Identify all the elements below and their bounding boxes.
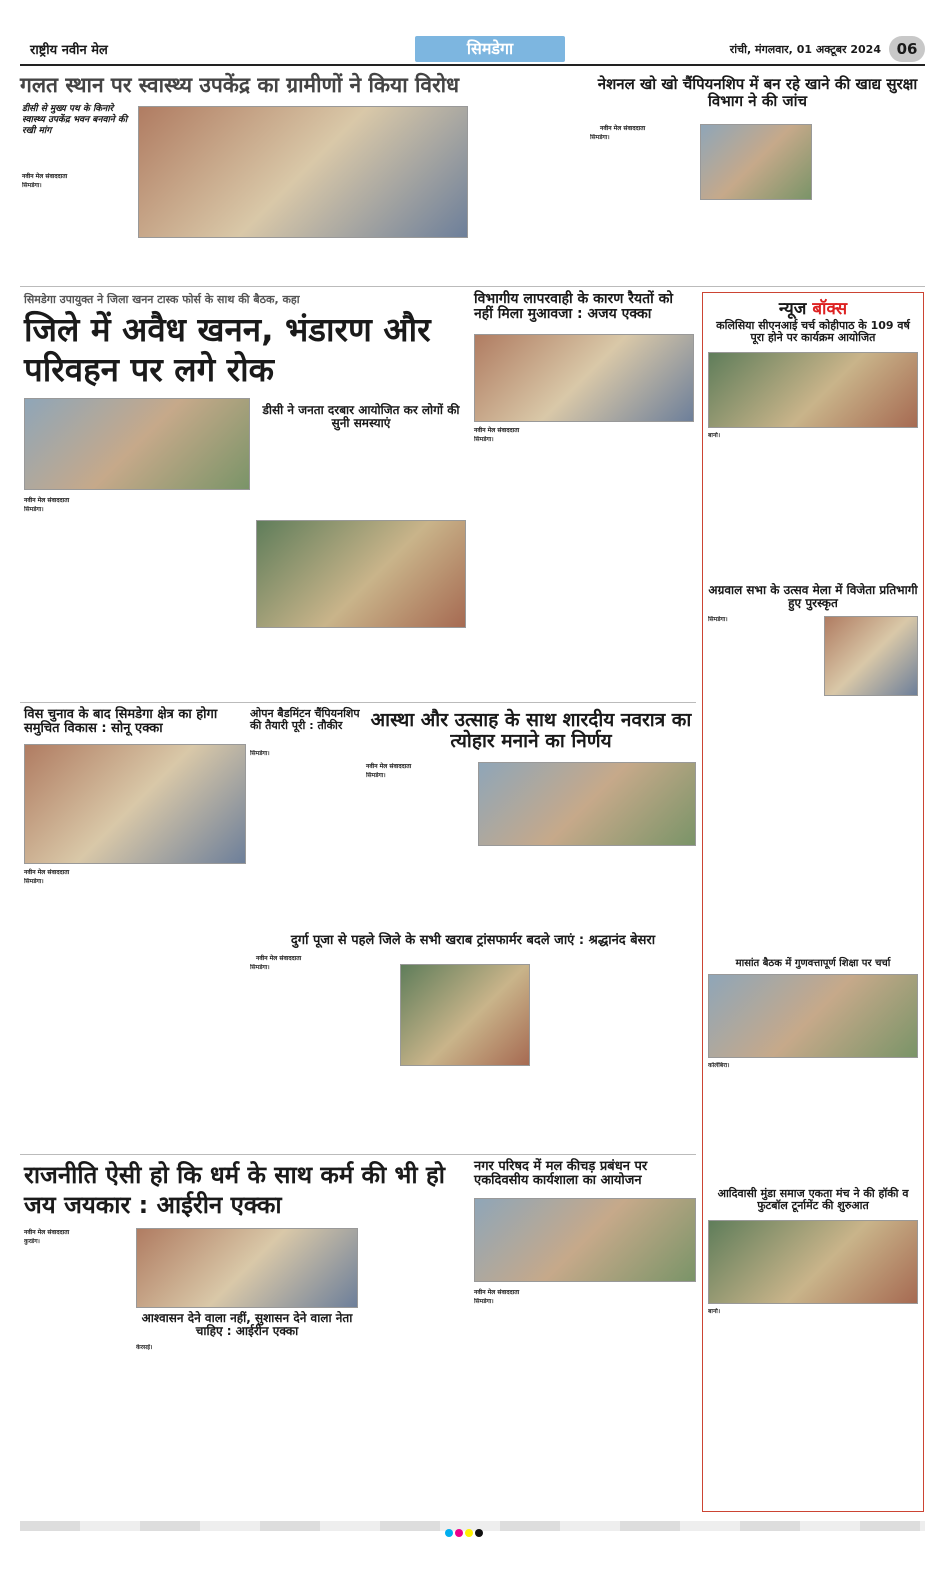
story1-dateline: सिमडेगा। [22, 182, 42, 189]
story2-headline: नेशनल खो खो चैंपियनशिप में बन रहे खाने की खाद्य सुरक्षा विभाग ने की जांच [597, 75, 918, 110]
story2-photo [700, 124, 812, 200]
story9-byline: नवीन मेल संवाददाता [24, 1229, 70, 1236]
news-box-title-suffix: बॉक्स [812, 299, 848, 319]
news-item3-photo [708, 974, 918, 1058]
news-item4-dateline: बानो। [708, 1308, 721, 1315]
story9-headline: राजनीति ऐसी हो कि धर्म के साथ कर्म की भी हो जय जयकार : आईरीन एक्का [24, 1161, 445, 1219]
black-mark [475, 1529, 483, 1537]
news-box-title-prefix: न्यूज [778, 299, 807, 319]
cyan-mark [445, 1529, 453, 1537]
story7-dateline: सिमडेगा। [366, 772, 386, 779]
story4-dateline: सिमडेगा। [474, 436, 494, 443]
story10-byline: नवीन मेल संवाददाता [474, 1289, 520, 1296]
divider [20, 286, 925, 287]
story8-body-col3 [534, 964, 696, 1150]
story7-byline: नवीन मेल संवाददाता [366, 763, 412, 770]
story9-body-col3 [250, 1344, 358, 1510]
story8-body-col2 [400, 1070, 530, 1150]
story4-photo [474, 334, 694, 422]
news-item1-body [708, 432, 918, 582]
news-item4-body [708, 1308, 918, 1508]
story9-body-col2 [136, 1344, 246, 1510]
story1-body-lower [138, 242, 468, 280]
story1-pullquote: डीसी से मुख्य पथ के किनारे स्वास्थ्य उपकेंद्र भवन बनवाने की रखी मांग [22, 104, 128, 136]
magenta-mark [455, 1529, 463, 1537]
divider [20, 702, 696, 703]
story1-body [22, 182, 134, 280]
story7-body-col2 [478, 850, 696, 930]
story7-photo [478, 762, 696, 846]
story8-photo [400, 964, 530, 1066]
story9-subhead: आश्वासन देने वाला नहीं, सुशासन देने वाला नेता चाहिए : आईरीन एक्का [141, 1311, 353, 1339]
story4-body [474, 436, 582, 696]
story9-body-col4 [362, 1228, 466, 1510]
story5-photo [24, 744, 246, 864]
story3-byline: नवीन मेल संवाददाता [24, 497, 70, 504]
news-item3-dateline: कोलेबिरा। [708, 1062, 730, 1069]
story10-body-col2 [586, 1288, 696, 1510]
news-item2-headline: अग्रवाल सभा के उत्सव मेला में विजेता प्रतिभागी हुए पुरस्कृत [708, 583, 918, 611]
brand-name: राष्ट्रीय नवीन मेल [30, 43, 108, 58]
news-item2-dateline: सिमडेगा। [708, 616, 728, 623]
story10-headline: नगर परिषद में मल कीचड़ प्रबंधन पर एकदिवसीय कार्यशाला का आयोजन [474, 1159, 648, 1189]
story2-body [590, 134, 696, 280]
yellow-mark [465, 1529, 473, 1537]
story8-body [250, 964, 396, 1150]
news-item4-headline: आदिवासी मुंडा समाज एकता मंच ने की हॉकी व फुटबॉल टूर्नामेंट की शुरुआत [717, 1187, 909, 1213]
story9-body [24, 1238, 132, 1510]
news-item2-body [708, 616, 820, 696]
story2-body-col [816, 124, 924, 280]
news-item1-dateline: बानो। [708, 432, 721, 439]
story6-headline: ओपन बैडमिंटन चैंपियनशिप की तैयारी पूरी : तौकीर [250, 707, 360, 733]
story1-headline: गलत स्थान पर स्वास्थ्य उपकेंद्र का ग्रामीणों ने किया विरोध [20, 73, 460, 97]
masthead [20, 36, 925, 66]
edition-dateline: रांची, मंगलवार, 01 अक्टूबर 2024 [729, 43, 881, 56]
story7-body [366, 772, 474, 930]
story10-body [474, 1298, 582, 1510]
news-item3-headline: मासांत बैठक में गुणवत्तापूर्ण शिक्षा पर चर्चा [735, 958, 891, 969]
story3-body-lower [256, 632, 466, 696]
story5-dateline: सिमडेगा। [24, 878, 44, 885]
story1-body-col [472, 106, 582, 280]
story1-photo [138, 106, 468, 238]
story3-body-col3 [256, 440, 466, 516]
story9-dateline: कुरडेग। [24, 1238, 40, 1245]
story3-body [24, 506, 136, 696]
news-item1-photo [708, 352, 918, 428]
story8-dateline: सिमडेगा। [250, 964, 270, 971]
divider [20, 1154, 696, 1155]
story6-dateline: सिमडेगा। [250, 750, 270, 757]
story4-headline: विभागीय लापरवाही के कारण रैयतों को नहीं मिला मुआवजा : अजय एक्का [474, 291, 673, 323]
story9-dateline2: केरसई। [136, 1344, 153, 1351]
story8-headline: दुर्गा पूजा से पहले जिले के सभी खराब ट्रांसफार्मर बदले जाएं : श्रद्धानंद बेसरा [290, 933, 656, 948]
story5-body [24, 878, 132, 1150]
news-item4-photo [708, 1220, 918, 1304]
story3-kicker: सिमडेगा उपायुक्त ने जिला खनन टास्क फोर्स के साथ की बैठक, कहा [24, 293, 300, 306]
story2-dateline: सिमडेगा। [590, 134, 610, 141]
story5-body-col2 [136, 868, 246, 1150]
page-number: 06 [889, 36, 925, 62]
story10-photo [474, 1198, 696, 1282]
story8-byline: नवीन मेल संवाददाता [256, 955, 302, 962]
story1-byline: नवीन मेल संवाददाता [22, 173, 68, 180]
news-item2-body-lower [708, 700, 918, 950]
news-box-title [702, 296, 924, 319]
news-item1-headline: कलिसिया सीएनआई चर्च कोहीपाठ के 109 वर्ष पूरा होने पर कार्यक्रम आयोजित [716, 319, 910, 345]
news-item2-photo [824, 616, 918, 696]
story3-subhead: डीसी ने जनता दरबार आयोजित कर लोगों की सुनी समस्याएं [262, 403, 460, 431]
story3-body-col2 [140, 496, 252, 696]
story2-body-mid [700, 204, 812, 280]
story4-byline: नवीन मेल संवाददाता [474, 427, 520, 434]
story5-byline: नवीन मेल संवाददाता [24, 869, 70, 876]
section-tab: सिमडेगा [415, 36, 565, 62]
story3-dateline: सिमडेगा। [24, 506, 44, 513]
story3-headline: जिले में अवैध खनन, भंडारण और परिवहन पर लगे रोक [24, 310, 431, 389]
story5-headline: विस चुनाव के बाद सिमडेगा क्षेत्र का होगा समुचित विकास : सोनू एक्का [24, 707, 218, 737]
story7-headline: आस्था और उत्साह के साथ शारदीय नवरात्र का त्योहार मनाने का निर्णय [370, 709, 692, 752]
news-item3-body [708, 1062, 918, 1184]
story6-body [250, 750, 360, 930]
story9-photo [136, 1228, 358, 1308]
story3-photo-dc [24, 398, 250, 490]
print-registration-marks [445, 1522, 505, 1530]
story3-photo-janta-darbar [256, 520, 466, 628]
story10-dateline: सिमडेगा। [474, 1298, 494, 1305]
story4-body-col2 [586, 426, 694, 696]
story2-byline: नवीन मेल संवाददाता [600, 125, 646, 132]
